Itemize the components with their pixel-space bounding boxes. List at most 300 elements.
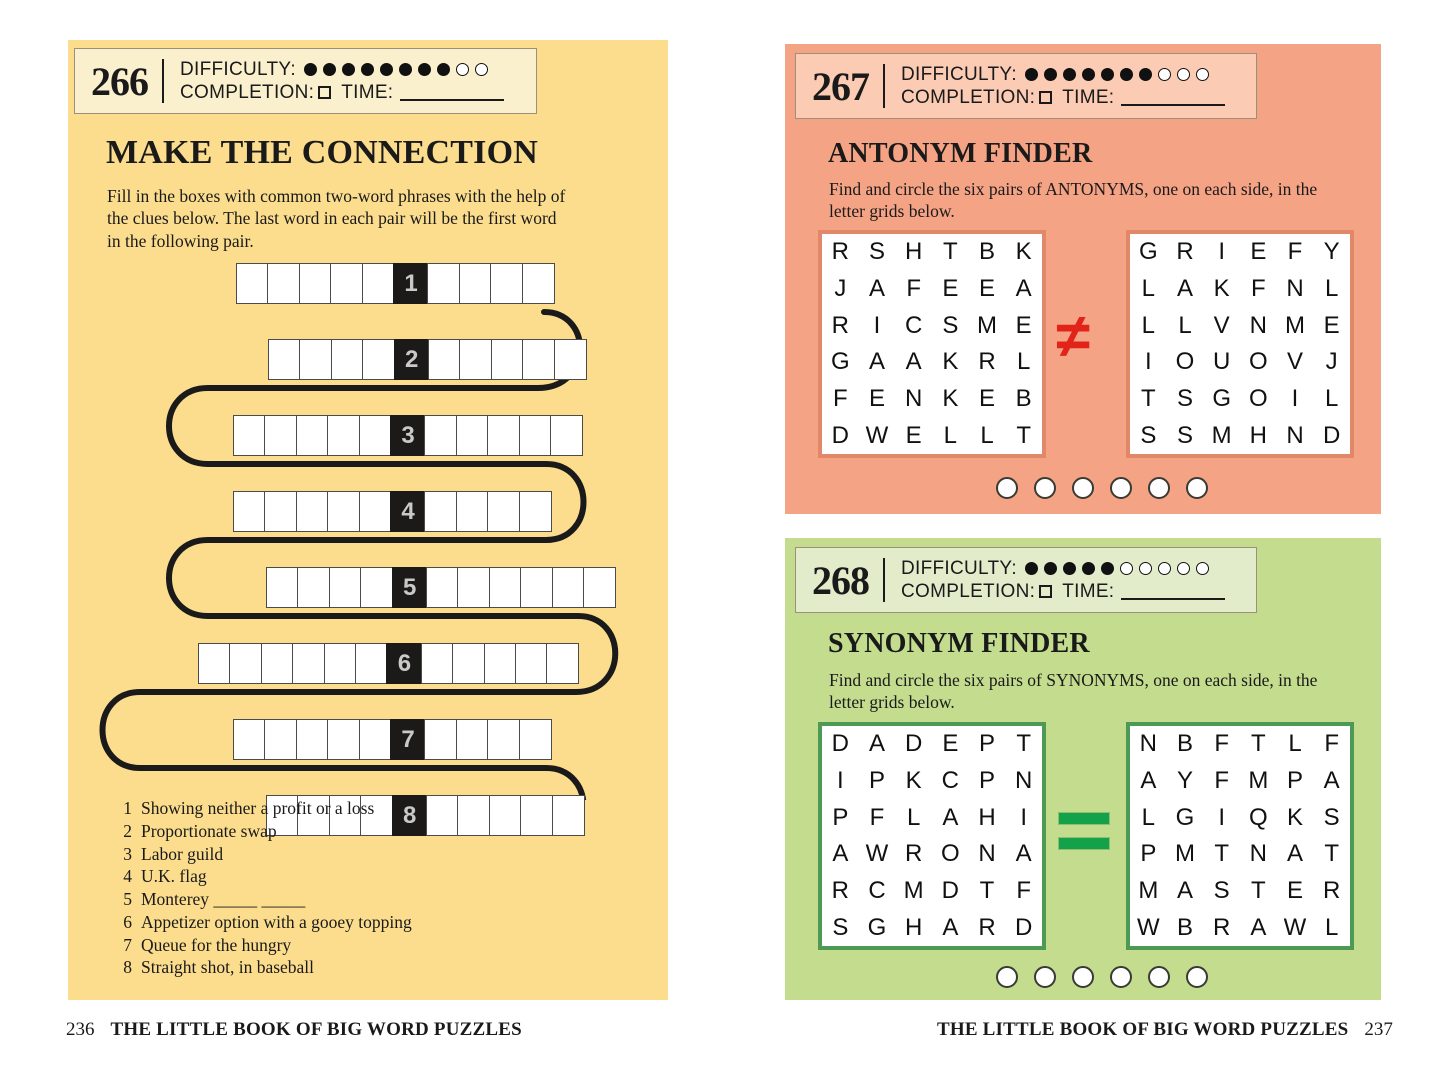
difficulty-dot-filled <box>1120 68 1133 81</box>
letter-box[interactable] <box>519 415 552 456</box>
grid-letter[interactable]: M <box>1138 876 1159 904</box>
grid-letter[interactable]: O <box>1175 348 1195 376</box>
grid-letter[interactable]: V <box>1286 348 1303 376</box>
grid-letter[interactable]: G <box>830 348 850 376</box>
letter-box[interactable] <box>550 415 583 456</box>
letter-box[interactable] <box>267 263 300 304</box>
grid-letter[interactable]: N <box>1249 840 1267 868</box>
grid-letter[interactable]: R <box>978 348 996 376</box>
grid-letter[interactable]: R <box>1322 876 1341 904</box>
grid-letter[interactable]: I <box>836 766 844 794</box>
letter-box[interactable] <box>489 567 522 608</box>
grid-letter[interactable]: L <box>1324 274 1339 302</box>
grid-letter[interactable]: A <box>1176 274 1193 302</box>
letter-box[interactable] <box>331 339 364 380</box>
grid-letter[interactable]: P <box>1140 840 1157 868</box>
grid-letter[interactable]: S <box>1176 384 1193 412</box>
grid-letter[interactable]: T <box>1250 876 1266 904</box>
clue-item <box>110 843 570 866</box>
difficulty-dot-filled <box>418 63 431 76</box>
grid-letter[interactable]: E <box>1015 311 1032 339</box>
row-number-box: 3 <box>390 415 426 456</box>
letter-box[interactable] <box>487 719 520 760</box>
connection-row-boxes <box>198 643 578 684</box>
letter-box[interactable] <box>329 567 362 608</box>
completion-checkbox-267[interactable] <box>1039 91 1052 104</box>
grid-letter[interactable]: T <box>942 238 958 266</box>
difficulty-label-266: DIFFICULTY: <box>180 58 296 80</box>
time-label-266: TIME: <box>341 82 394 103</box>
letter-box[interactable] <box>296 719 329 760</box>
puzzle-267-right-grid[interactable] <box>1126 230 1354 458</box>
letter-box[interactable] <box>355 643 388 684</box>
grid-letter[interactable]: B <box>978 238 995 266</box>
grid-letter[interactable]: F <box>1287 238 1303 266</box>
difficulty-dot-empty <box>1139 562 1152 575</box>
grid-letter[interactable]: L <box>980 421 994 449</box>
letter-box[interactable] <box>233 719 266 760</box>
grid-letter[interactable]: W <box>865 421 889 449</box>
grid-letter[interactable]: W <box>865 840 889 868</box>
grid-letter[interactable]: C <box>941 766 959 794</box>
grid-letter[interactable]: A <box>1015 274 1032 302</box>
grid-letter[interactable]: V <box>1213 311 1230 339</box>
clue-text: Monterey _____ _____ <box>141 889 306 909</box>
difficulty-dots-266 <box>304 63 488 76</box>
left-page-footer <box>66 1019 522 1041</box>
grid-letter[interactable]: A <box>1250 913 1267 941</box>
letter-box[interactable] <box>424 719 457 760</box>
clue-item <box>110 888 570 911</box>
letter-box[interactable] <box>261 643 294 684</box>
letter-box[interactable] <box>359 491 392 532</box>
grid-letter[interactable]: L <box>906 803 921 831</box>
letter-box[interactable] <box>484 643 517 684</box>
letter-box[interactable] <box>292 643 325 684</box>
grid-letter[interactable]: M <box>1248 766 1269 794</box>
difficulty-dot-empty <box>1158 68 1171 81</box>
answer-circle[interactable] <box>1034 966 1056 988</box>
letter-box[interactable] <box>236 263 269 304</box>
letter-box[interactable] <box>264 491 297 532</box>
grid-letter[interactable]: A <box>942 913 959 941</box>
grid-letter[interactable]: T <box>1214 840 1229 868</box>
right-page-number: 237 <box>1364 1019 1393 1040</box>
difficulty-dot-filled <box>1082 68 1095 81</box>
completion-checkbox-268[interactable] <box>1039 585 1052 598</box>
letter-box[interactable] <box>330 263 363 304</box>
connection-row <box>266 567 614 608</box>
difficulty-label-268: DIFFICULTY: <box>901 557 1017 579</box>
grid-letter[interactable]: A <box>868 730 885 758</box>
letter-box[interactable] <box>296 415 329 456</box>
connection-row <box>233 491 550 532</box>
time-label-268: TIME: <box>1062 581 1115 602</box>
letter-box[interactable] <box>264 415 297 456</box>
grid-letter[interactable]: R <box>1212 913 1231 941</box>
grid-letter[interactable]: S <box>868 238 885 266</box>
grid-letter[interactable]: D <box>831 730 849 758</box>
letter-box[interactable] <box>233 415 266 456</box>
grid-letter[interactable]: H <box>904 238 923 266</box>
difficulty-dot-filled <box>399 63 412 76</box>
grid-letter[interactable]: Q <box>1248 803 1268 831</box>
grid-letter[interactable]: B <box>1176 913 1193 941</box>
letter-box[interactable] <box>457 567 490 608</box>
not-equal-glyph: ≠ <box>1056 302 1091 371</box>
letter-box[interactable] <box>266 567 299 608</box>
clue-number: 8 <box>123 957 132 978</box>
clue-text: Labor guild <box>141 843 224 864</box>
grid-letter[interactable]: T <box>1140 384 1156 412</box>
letter-box[interactable] <box>427 263 460 304</box>
grid-letter[interactable]: B <box>1176 730 1193 758</box>
grid-letter[interactable]: P <box>832 803 849 831</box>
answer-circle[interactable] <box>1034 477 1056 499</box>
letter-box[interactable] <box>459 263 492 304</box>
letter-box[interactable] <box>421 643 454 684</box>
grid-letter[interactable]: E <box>1286 876 1303 904</box>
letter-box[interactable] <box>428 339 461 380</box>
difficulty-dot-filled <box>361 63 374 76</box>
letter-box[interactable] <box>583 567 616 608</box>
difficulty-dot-filled <box>1139 68 1152 81</box>
letter-box[interactable] <box>299 263 332 304</box>
grid-letter[interactable]: R <box>831 876 849 904</box>
difficulty-dot-filled <box>437 63 450 76</box>
grid-letter[interactable]: S <box>1323 803 1340 831</box>
difficulty-dot-filled <box>323 63 336 76</box>
connection-row-boxes <box>233 415 581 456</box>
clue-item <box>110 911 570 934</box>
grid-letter[interactable]: S <box>942 311 959 339</box>
grid-letter[interactable]: L <box>1324 913 1339 941</box>
clue-item <box>110 797 570 820</box>
time-input-267[interactable] <box>1121 90 1225 106</box>
grid-letter[interactable]: F <box>1016 876 1031 904</box>
difficulty-dot-filled <box>1063 562 1076 575</box>
grid-letter[interactable]: I <box>1144 348 1152 376</box>
grid-letter[interactable]: A <box>1323 766 1340 794</box>
connection-row-boxes <box>236 263 553 304</box>
answer-circle[interactable] <box>1186 477 1208 499</box>
grid-letter[interactable]: R <box>831 311 849 339</box>
grid-letter[interactable]: S <box>1213 876 1230 904</box>
difficulty-dots-267 <box>1025 68 1209 81</box>
left-footer-title: THE LITTLE BOOK OF BIG WORD PUZZLES <box>110 1019 522 1040</box>
grid-letter[interactable]: E <box>1323 311 1340 339</box>
grid-letter[interactable]: E <box>1250 238 1267 266</box>
grid-letter[interactable]: L <box>1141 274 1155 302</box>
clue-text: U.K. flag <box>141 866 207 887</box>
grid-letter[interactable]: G <box>1175 803 1195 831</box>
grid-letter[interactable]: K <box>942 348 959 376</box>
letter-box[interactable] <box>229 643 262 684</box>
connection-row-boxes <box>268 339 585 380</box>
difficulty-dot-empty <box>1120 562 1133 575</box>
grid-letter[interactable]: A <box>832 840 849 868</box>
grid-letter[interactable]: E <box>905 421 922 449</box>
completion-checkbox-266[interactable] <box>318 86 331 99</box>
clue-text: Queue for the hungry <box>141 934 292 955</box>
puzzle-268-description: Find and circle the six pairs of SYNONYMS, one on each side, in the letter grids below. <box>829 670 1318 713</box>
grid-letter[interactable]: P <box>978 730 995 758</box>
grid-letter[interactable]: L <box>1141 803 1155 831</box>
letter-box[interactable] <box>297 567 330 608</box>
puzzle-266-number: 266 <box>91 58 148 104</box>
grid-letter[interactable]: A <box>905 348 922 376</box>
letter-box[interactable] <box>424 415 457 456</box>
grid-letter[interactable]: L <box>1324 384 1339 412</box>
puzzle-268-left-grid[interactable] <box>818 722 1046 950</box>
letter-box[interactable] <box>327 415 360 456</box>
grid-letter[interactable]: S <box>1140 421 1157 449</box>
letter-box[interactable] <box>456 491 489 532</box>
grid-letter[interactable]: T <box>979 876 995 904</box>
grid-letter[interactable]: L <box>1141 311 1155 339</box>
connection-row <box>236 263 553 304</box>
answer-circle[interactable] <box>1110 477 1132 499</box>
clue-number: 4 <box>123 866 132 887</box>
grid-letter[interactable]: L <box>943 421 957 449</box>
puzzle-266-title: MAKE THE CONNECTION <box>106 134 539 171</box>
grid-letter[interactable]: B <box>1015 384 1032 412</box>
grid-letter[interactable]: H <box>1249 421 1267 449</box>
grid-letter[interactable]: F <box>1214 766 1229 794</box>
grid-letter[interactable]: K <box>942 384 959 412</box>
grid-letter[interactable]: F <box>832 384 848 412</box>
right-page-footer <box>937 1019 1393 1041</box>
puzzle-267-title: ANTONYM FINDER <box>828 138 1093 169</box>
letter-box[interactable] <box>233 491 266 532</box>
answer-circle[interactable] <box>996 477 1018 499</box>
connection-row <box>233 719 550 760</box>
letter-box[interactable] <box>515 643 548 684</box>
grid-letter[interactable]: N <box>1014 766 1033 794</box>
grid-letter[interactable]: N <box>904 384 923 412</box>
difficulty-dot-filled <box>1063 68 1076 81</box>
letter-box[interactable] <box>362 339 395 380</box>
grid-letter[interactable]: E <box>978 384 995 412</box>
grid-letter[interactable]: A <box>1286 840 1303 868</box>
grid-letter[interactable]: K <box>905 766 922 794</box>
grid-letter[interactable]: D <box>1014 913 1033 941</box>
letter-box[interactable] <box>487 491 520 532</box>
grid-letter[interactable]: A <box>1140 766 1157 794</box>
letter-box[interactable] <box>359 719 392 760</box>
answer-circle[interactable] <box>1072 966 1094 988</box>
puzzle-267-left-grid[interactable] <box>818 230 1046 458</box>
grid-letter[interactable]: E <box>978 274 995 302</box>
letter-box[interactable] <box>554 339 587 380</box>
grid-letter[interactable]: T <box>1016 421 1031 449</box>
puzzle-267-answer-circles[interactable] <box>996 477 1208 499</box>
grid-letter[interactable]: N <box>1286 274 1304 302</box>
grid-letter[interactable]: I <box>1291 384 1299 412</box>
completion-label-268: COMPLETION: <box>901 581 1036 602</box>
grid-letter[interactable]: L <box>1288 730 1302 758</box>
grid-letter[interactable]: R <box>978 913 996 941</box>
grid-letter[interactable]: Y <box>1176 766 1193 794</box>
letter-box[interactable] <box>327 719 360 760</box>
grid-letter[interactable]: A <box>1176 876 1193 904</box>
answer-circle[interactable] <box>1148 477 1170 499</box>
letter-box[interactable] <box>426 567 459 608</box>
letter-box[interactable] <box>198 643 231 684</box>
letter-box[interactable] <box>264 719 297 760</box>
connection-row-boxes <box>266 567 614 608</box>
grid-letter[interactable]: K <box>1213 274 1230 302</box>
grid-letter[interactable]: F <box>869 803 885 831</box>
letter-box[interactable] <box>459 339 492 380</box>
letter-box[interactable] <box>522 339 555 380</box>
letter-box[interactable] <box>299 339 332 380</box>
letter-box[interactable] <box>360 567 393 608</box>
letter-box[interactable] <box>327 491 360 532</box>
letter-box[interactable] <box>490 263 523 304</box>
time-input-266[interactable] <box>400 85 504 101</box>
letter-box[interactable] <box>519 719 552 760</box>
grid-letter[interactable]: A <box>868 274 885 302</box>
letter-box[interactable] <box>452 643 485 684</box>
grid-letter[interactable]: A <box>1015 840 1032 868</box>
letter-box[interactable] <box>491 339 524 380</box>
letter-box[interactable] <box>359 415 392 456</box>
grid-letter[interactable]: E <box>942 730 959 758</box>
grid-letter[interactable]: J <box>834 274 847 302</box>
grid-letter[interactable]: H <box>978 803 996 831</box>
answer-circle[interactable] <box>996 966 1018 988</box>
letter-box[interactable] <box>487 415 520 456</box>
grid-letter[interactable]: I <box>1020 803 1027 831</box>
grid-letter[interactable]: K <box>1286 803 1303 831</box>
grid-letter[interactable]: J <box>1325 348 1338 376</box>
letter-box[interactable] <box>268 339 301 380</box>
grid-letter[interactable]: E <box>942 274 959 302</box>
grid-letter[interactable]: O <box>940 840 960 868</box>
time-label-267: TIME: <box>1062 87 1115 108</box>
grid-letter[interactable]: N <box>1249 311 1267 339</box>
time-input-268[interactable] <box>1121 584 1225 600</box>
grid-letter[interactable]: A <box>868 348 885 376</box>
grid-letter[interactable]: G <box>1212 384 1231 412</box>
letter-box[interactable] <box>522 263 555 304</box>
grid-letter[interactable]: D <box>1322 421 1341 449</box>
puzzle-268-title: SYNONYM FINDER <box>828 628 1090 659</box>
grid-letter[interactable]: U <box>1212 348 1231 376</box>
grid-letter[interactable]: M <box>1211 421 1232 449</box>
grid-letter[interactable]: W <box>1283 913 1307 941</box>
grid-letter[interactable]: F <box>1250 274 1266 302</box>
left-page-number: 236 <box>66 1019 95 1040</box>
answer-circle[interactable] <box>1072 477 1094 499</box>
grid-letter[interactable]: O <box>1248 348 1268 376</box>
grid-letter[interactable]: G <box>867 913 887 941</box>
grid-letter[interactable]: P <box>868 766 885 794</box>
puzzle-266-header <box>74 48 537 114</box>
difficulty-dot-filled <box>380 63 393 76</box>
grid-letter[interactable]: P <box>1286 766 1303 794</box>
grid-letter[interactable]: C <box>904 311 923 339</box>
grid-letter[interactable]: E <box>868 384 885 412</box>
grid-letter[interactable]: D <box>941 876 959 904</box>
grid-letter[interactable]: S <box>1176 421 1193 449</box>
puzzle-268-right-grid[interactable] <box>1126 722 1354 950</box>
clue-number: 2 <box>123 820 132 841</box>
grid-letter[interactable]: R <box>904 840 923 868</box>
letter-box[interactable] <box>520 567 553 608</box>
completion-label-267: COMPLETION: <box>901 87 1036 108</box>
letter-box[interactable] <box>456 719 489 760</box>
answer-circle[interactable] <box>1110 966 1132 988</box>
grid-letter[interactable]: M <box>903 876 924 904</box>
grid-letter[interactable]: G <box>1138 238 1158 266</box>
letter-box[interactable] <box>546 643 579 684</box>
grid-letter[interactable]: N <box>1139 730 1157 758</box>
connection-row <box>268 339 585 380</box>
grid-letter[interactable]: P <box>978 766 995 794</box>
grid-letter[interactable]: D <box>904 730 923 758</box>
grid-letter[interactable]: L <box>1178 311 1192 339</box>
grid-letter[interactable]: F <box>1214 730 1229 758</box>
grid-letter[interactable]: H <box>904 913 923 941</box>
grid-letter[interactable]: W <box>1137 913 1160 941</box>
grid-letter[interactable]: L <box>1016 348 1031 376</box>
grid-letter[interactable]: C <box>868 876 886 904</box>
letter-box[interactable] <box>324 643 357 684</box>
grid-letter[interactable]: K <box>1015 238 1032 266</box>
grid-letter[interactable]: T <box>1016 730 1031 758</box>
right-footer-title: THE LITTLE BOOK OF BIG WORD PUZZLES <box>937 1019 1349 1040</box>
row-number-box: 1 <box>393 263 429 304</box>
grid-letter[interactable]: F <box>906 274 921 302</box>
grid-letter[interactable]: I <box>873 311 881 339</box>
answer-circle[interactable] <box>1186 966 1208 988</box>
grid-letter[interactable]: Y <box>1323 238 1340 266</box>
grid-letter[interactable]: A <box>942 803 959 831</box>
grid-letter[interactable]: T <box>1324 840 1339 868</box>
letter-box[interactable] <box>519 491 552 532</box>
clue-text: Proportionate swap <box>141 820 277 841</box>
connection-row-boxes <box>233 491 550 532</box>
puzzle-266-description: Fill in the boxes with common two-word phrases with the help of the clues below. The last word in each pair will be the first word in the following pair. <box>107 186 566 251</box>
grid-letter[interactable]: N <box>1286 421 1304 449</box>
letter-box[interactable] <box>296 491 329 532</box>
difficulty-dot-filled <box>1101 68 1114 81</box>
grid-letter[interactable]: T <box>1250 730 1266 758</box>
puzzle-268-answer-circles[interactable] <box>996 966 1208 988</box>
grid-letter[interactable]: S <box>832 913 849 941</box>
letter-box[interactable] <box>552 567 585 608</box>
answer-circle[interactable] <box>1148 966 1170 988</box>
grid-letter[interactable]: M <box>976 311 997 339</box>
clue-item <box>110 820 570 843</box>
grid-letter[interactable]: I <box>1218 803 1225 831</box>
grid-letter[interactable]: M <box>1284 311 1305 339</box>
letter-box[interactable] <box>362 263 395 304</box>
grid-letter[interactable]: R <box>1176 238 1194 266</box>
grid-letter[interactable]: O <box>1248 384 1268 412</box>
grid-letter[interactable]: I <box>1218 238 1225 266</box>
grid-letter[interactable]: R <box>831 238 849 266</box>
grid-letter[interactable]: F <box>1324 730 1339 758</box>
difficulty-dot-filled <box>1082 562 1095 575</box>
letter-box[interactable] <box>456 415 489 456</box>
grid-letter[interactable]: N <box>978 840 996 868</box>
grid-letter[interactable]: M <box>1174 840 1195 868</box>
grid-letter[interactable]: D <box>831 421 849 449</box>
letter-box[interactable] <box>424 491 457 532</box>
